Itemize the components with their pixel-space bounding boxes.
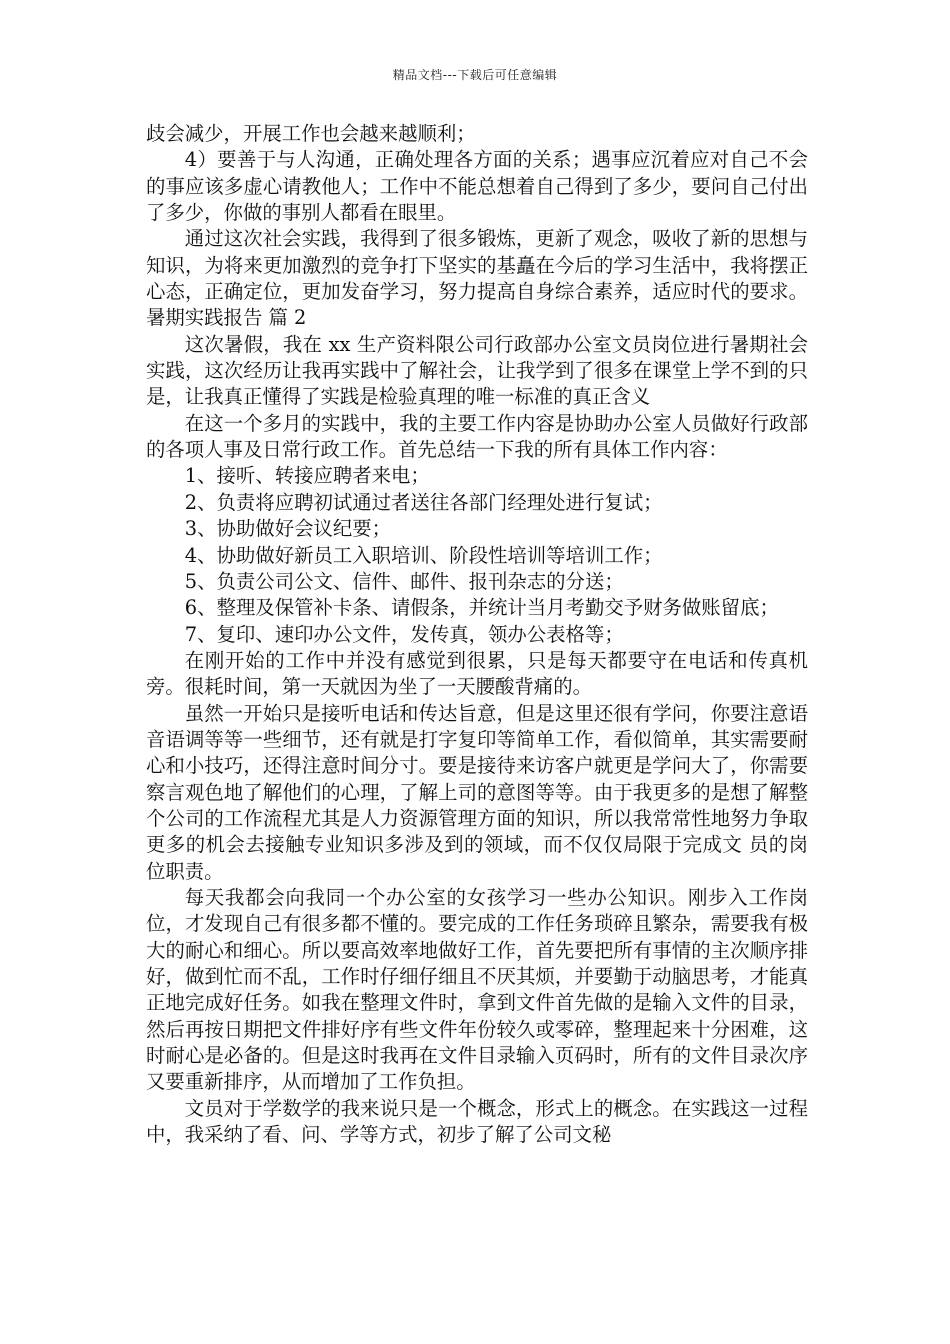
paragraph: 虽然一开始只是接听电话和传达旨意，但是这里还很有学问，你要注意语音语调等等一些细节，还有就是打字复印等简单工作，看似简单，其实需要耐心和小技巧，还得注意时间分寸。要是接待来访客户就更是学问大了，你需要察言观色地了解他们的心理，了解上司的意图等等。由于我更多的是想了解整个公司的工作流程尤其是人力资源管理方面的知识，所以我常常性地努力争取更多的机会去接触专业知识多涉及到的领域，而不仅仅局限于完成文 员的岗位职责。 xyxy=(146,701,808,883)
list-item: 4、协助做好新员工入职培训、阶段性培训等培训工作； xyxy=(184,543,663,567)
list-item: 1、接听、转接应聘者来电； xyxy=(184,464,430,488)
paragraph: 在刚开始的工作中并没有感觉到很累，只是每天都要守在电话和传真机旁。很耗时间，第一天就因为坐了一天腰酸背痛的。 xyxy=(146,648,808,699)
paragraph: 这次暑假，我在 xx 生产资料限公司行政部办公室文员岗位进行暑期社会实践，这次经历让我再实践中了解社会，让我学到了很多在课堂上学不到的只是，让我真正懂得了实践是检验真理的唯一标准的真正含义 xyxy=(146,332,808,409)
paragraph: 每天我都会向我同一个办公室的女孩学习一些办公知识。刚步入工作岗位，才发现自己有很多都不懂的。要完成的工作任务琐碎且繁杂，需要我有极大的耐心和细心。所以要高效率地做好工作，首先要把所有事情的主次顺序排好，做到忙而不乱，工作时仔细仔细且不厌其烦，并要勤于动脑思考，才能真正地完成好任务。如我在整理文件时，拿到文件首先做的是输入文件的目录，然后再按日期把文件排好序有些文件年份较久或零碎，整理起来十分困难，这时耐心是必备的。但是这时我再在文件目录输入页码时，所有的文件目录次序又要重新排序，从而增加了工作负担。 xyxy=(146,885,808,1094)
paragraph: 文员对于学数学的我来说只是一个概念，形式上的概念。在实践这一过程中，我采纳了看、问、学等方式，初步了解了公司文秘 xyxy=(146,1096,808,1147)
list-item: 3、协助做好会议纪要； xyxy=(184,517,392,541)
paragraph: 通过这次社会实践，我得到了很多锻炼，更新了观念，吸收了新的思想与知识，为将来更加激烈的竞争打下坚实的基矗在今后的学习生活中，我将摆正心态，正确定位，更加发奋学习，努力提高自身综合素养，适应时代的要求。暑期实践报告 篇 2 xyxy=(146,227,808,330)
paragraph: 在这一个多月的实践中，我的主要工作内容是协助办公室人员做好行政部的各项人事及日常行政工作。首先总结一下我的所有具体工作内容： xyxy=(146,411,808,462)
list-item: 6、整理及保管补卡条、请假条，并统计当月考勤交予财务做账留底； xyxy=(184,596,779,620)
document-body xyxy=(146,121,808,1148)
list-item: 5、负责公司公文、信件、邮件、报刊杂志的分送； xyxy=(184,569,624,593)
page-header: 精品文档---下载后可任意编辑 xyxy=(392,68,558,82)
paragraph: 歧会减少，开展工作也会越来越顺利； xyxy=(146,122,476,145)
list-item: 7、复印、速印办公文件，发传真，领办公表格等； xyxy=(184,622,624,646)
paragraph: 4）要善于与人沟通，正确处理各方面的关系；遇事应沉着应对自己不会的事应该多虚心请教他人；工作中不能总想着自己得到了多少，要问自己付出了多少，你做的事别人都看在眼里。 xyxy=(146,148,808,225)
list-item: 2、负责将应聘初试通过者送往各部门经理处进行复试； xyxy=(184,490,663,514)
